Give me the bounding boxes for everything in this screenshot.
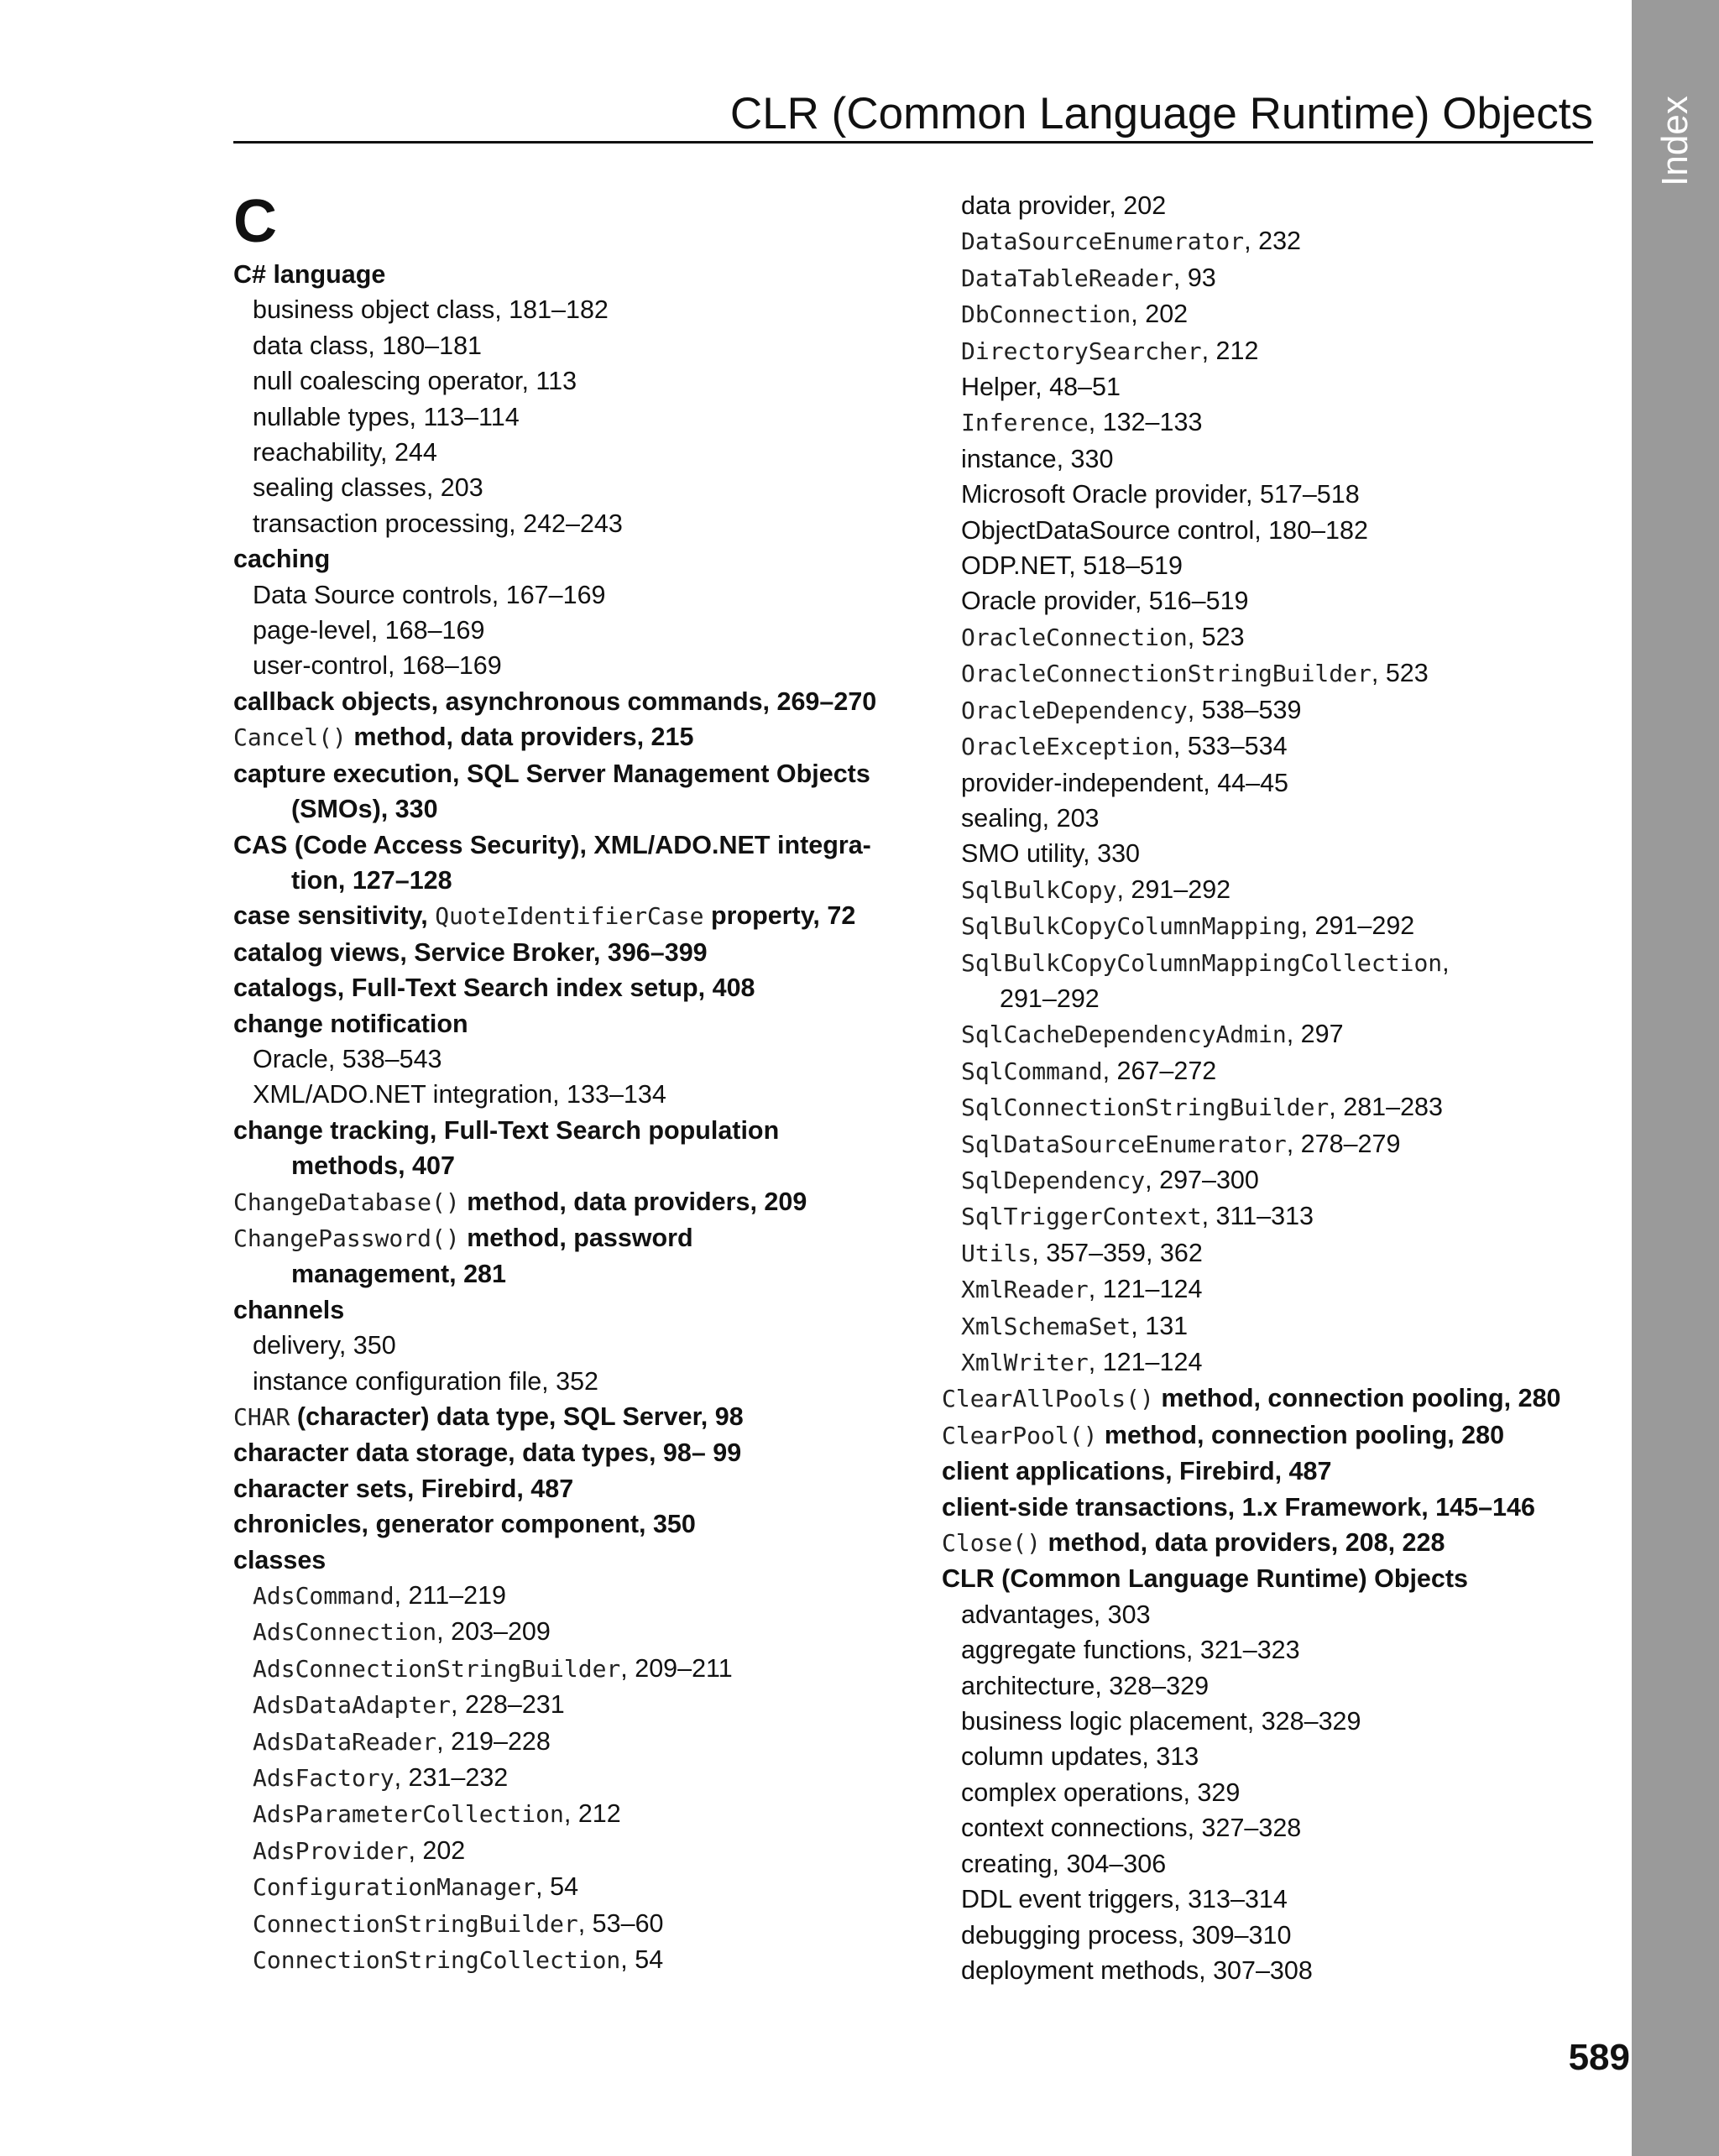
index-subentry <box>233 399 905 435</box>
entry-text: , 132–133 <box>1088 408 1203 437</box>
index-subentry <box>942 945 1613 981</box>
index-subentry <box>942 260 1613 296</box>
entry-text: , 538–539 <box>1187 695 1302 724</box>
entry-text: , 203–209 <box>436 1617 551 1647</box>
entry-text: Microsoft Oracle provider, 517–518 <box>961 480 1360 509</box>
entry-text: Helper, 48–51 <box>961 373 1121 402</box>
index-tab-label: Index <box>1654 96 1695 186</box>
entry-text: capture execution, SQL Server Management Objects <box>233 759 870 788</box>
entry-text: , 209–211 <box>620 1653 733 1683</box>
code-term: SqlBulkCopyColumnMapping <box>961 912 1301 941</box>
entry-text: Data Source controls, 167–169 <box>253 580 606 609</box>
code-term: ConnectionStringCollection <box>253 1946 621 1975</box>
index-subentry <box>233 577 905 613</box>
entry-text: callback objects, asynchronous commands, 269–270 <box>233 686 877 716</box>
entry-text: , 533–534 <box>1173 732 1288 761</box>
code-term: DirectorySearcher <box>961 337 1202 365</box>
entry-text: , 93 <box>1173 263 1216 292</box>
entry-text: , 54 <box>536 1872 579 1902</box>
entry-text: method, data providers, 215 <box>346 723 694 752</box>
entry-text: , 291–292 <box>1116 874 1231 904</box>
index-main-entry <box>233 756 905 791</box>
index-subentry <box>942 692 1613 728</box>
index-subentry <box>233 1796 905 1832</box>
entry-text: data class, 180–181 <box>253 331 483 360</box>
entry-text: method, data providers, 208, 228 <box>1041 1528 1445 1558</box>
index-subentry <box>942 655 1613 692</box>
index-subentry <box>942 728 1613 765</box>
code-term: AdsDataAdapter <box>253 1691 452 1720</box>
code-term: SqlCommand <box>961 1057 1103 1085</box>
code-term: ClearPool() <box>942 1421 1098 1449</box>
code-term: OracleException <box>961 733 1173 761</box>
code-term: OracleDependency <box>961 696 1188 724</box>
index-main-entry <box>233 1471 905 1506</box>
code-term: SqlCacheDependencyAdmin <box>961 1021 1287 1049</box>
index-subentry <box>233 1651 905 1687</box>
entry-text: advantages, 303 <box>961 1600 1151 1629</box>
index-subentry <box>233 1869 905 1905</box>
index-subentry <box>233 1148 905 1183</box>
index-subentry <box>942 1704 1613 1739</box>
code-term: AdsDataReader <box>253 1727 437 1756</box>
index-subentry <box>233 1833 905 1869</box>
index-subentry <box>942 1775 1613 1810</box>
entry-text: SMO utility, 330 <box>961 839 1141 869</box>
entry-text: method, connection pooling, 280 <box>1153 1384 1561 1413</box>
entry-text: Oracle provider, 516–519 <box>961 587 1249 616</box>
entry-text: , 281–283 <box>1329 1093 1443 1122</box>
entry-text: method, password <box>459 1223 693 1252</box>
index-subentry <box>233 1041 905 1077</box>
entry-text: , 231–232 <box>394 1763 509 1793</box>
index-main-entry <box>942 1525 1613 1561</box>
index-column-left <box>233 188 905 1979</box>
index-subentry <box>233 1077 905 1112</box>
index-subentry <box>942 801 1613 836</box>
entry-text: , 219–228 <box>436 1726 551 1756</box>
index-subentry <box>942 908 1613 944</box>
entry-text: reachability, 244 <box>253 438 437 467</box>
index-main-entry <box>942 1454 1613 1489</box>
index-subentry <box>942 1308 1613 1344</box>
entry-text: debugging process, 309–310 <box>961 1920 1292 1950</box>
index-column-right <box>942 188 1613 1988</box>
index-subentry <box>233 791 905 827</box>
index-main-entry <box>233 898 905 934</box>
index-subentry <box>942 1882 1613 1917</box>
entry-text: creating, 304–306 <box>961 1849 1167 1878</box>
index-main-entry <box>233 1184 905 1220</box>
entry-text: method, connection pooling, 280 <box>1097 1420 1505 1449</box>
code-term: XmlReader <box>961 1276 1089 1304</box>
index-subentry <box>233 328 905 363</box>
index-subentry <box>942 619 1613 655</box>
running-header-title: CLR (Common Language Runtime) Objects <box>729 89 1593 138</box>
index-main-entry <box>233 1113 905 1148</box>
entry-text: transaction processing, 242–243 <box>253 509 623 538</box>
index-subentry <box>942 1344 1613 1381</box>
index-subentry <box>942 765 1613 801</box>
entry-text: , 121–124 <box>1088 1348 1203 1376</box>
index-subentry <box>942 1668 1613 1704</box>
index-subentry <box>233 1687 905 1723</box>
index-subentry <box>942 836 1613 871</box>
index-subentry <box>942 1089 1613 1125</box>
entry-text: C# language <box>233 260 386 289</box>
index-subentry <box>233 435 905 470</box>
entry-text: client-side transactions, 1.x Framework, 145–146 <box>942 1492 1535 1522</box>
code-term: AdsParameterCollection <box>253 1800 564 1829</box>
entry-text: catalogs, Full-Text Search index setup, 408 <box>233 974 755 1003</box>
entry-text: , 291–292 <box>1300 911 1415 941</box>
entry-text: caching <box>233 545 331 574</box>
index-main-entry <box>233 970 905 1005</box>
index-subentry <box>233 863 905 898</box>
code-term: ClearAllPools() <box>942 1385 1154 1413</box>
code-term: ConnectionStringBuilder <box>253 1909 578 1938</box>
code-term: DbConnection <box>961 300 1131 329</box>
index-subentry <box>233 363 905 399</box>
index-main-entry <box>233 1435 905 1470</box>
code-term: SqlDataSourceEnumerator <box>961 1130 1287 1158</box>
index-main-entry <box>233 827 905 863</box>
entry-text: deployment methods, 307–308 <box>961 1955 1313 1985</box>
index-main-entry <box>233 684 905 719</box>
entry-text: , 211–219 <box>394 1581 507 1610</box>
entry-text: , 131 <box>1131 1311 1189 1340</box>
index-subentry <box>233 648 905 683</box>
code-term: AdsProvider <box>253 1836 409 1865</box>
index-subentry <box>942 981 1613 1016</box>
index-subentry <box>942 513 1613 548</box>
index-main-entry <box>233 541 905 577</box>
entry-text: chronicles, generator component, 350 <box>233 1510 696 1539</box>
entry-text: , 228–231 <box>451 1690 565 1720</box>
entry-text: column updates, 313 <box>961 1742 1199 1772</box>
entry-text: user-control, 168–169 <box>253 651 502 681</box>
entry-text: DDL event triggers, 313–314 <box>961 1885 1288 1914</box>
entry-text: management, 281 <box>291 1260 506 1289</box>
entry-text: , 523 <box>1187 622 1245 651</box>
index-subentry <box>942 1162 1613 1198</box>
index-main-entry <box>233 1006 905 1041</box>
index-subentry <box>942 1235 1613 1271</box>
code-term: ChangeDatabase() <box>233 1188 460 1216</box>
entry-text: character data storage, data types, 98– 99 <box>233 1438 742 1468</box>
code-term: CHAR <box>233 1403 290 1431</box>
index-subentry <box>942 872 1613 908</box>
entry-text: null coalescing operator, 113 <box>253 367 577 396</box>
code-term: OracleConnectionStringBuilder <box>961 660 1372 688</box>
index-main-entry <box>233 257 905 292</box>
index-subentry <box>942 1739 1613 1774</box>
index-main-entry <box>942 1490 1613 1525</box>
entry-text: (SMOs), 330 <box>291 795 438 824</box>
entry-text: XML/ADO.NET integration, 133–134 <box>253 1080 666 1109</box>
index-main-entry <box>942 1561 1613 1596</box>
entry-text: page-level, 168–169 <box>253 616 485 645</box>
code-term: XmlWriter <box>961 1349 1089 1376</box>
code-term: XmlSchemaSet <box>961 1312 1131 1340</box>
entry-text: CLR (Common Language Runtime) Objects <box>942 1564 1468 1594</box>
code-term: QuoteIdentifierCase <box>435 902 704 931</box>
index-subentry <box>942 1198 1613 1235</box>
code-term: AdsConnectionStringBuilder <box>253 1654 621 1683</box>
entry-text: , 278–279 <box>1286 1129 1401 1158</box>
entry-text: , 202 <box>408 1835 466 1865</box>
entry-text: CAS (Code Access Security), XML/ADO.NET integra- <box>233 830 871 859</box>
code-term: Cancel() <box>233 723 347 752</box>
index-subentry <box>233 292 905 327</box>
entry-text: , 202 <box>1131 300 1189 329</box>
code-term: DataTableReader <box>961 264 1173 292</box>
index-subentry <box>942 333 1613 369</box>
entry-text: , 232 <box>1244 227 1301 256</box>
entry-text: Oracle, 538–543 <box>253 1044 442 1073</box>
index-subentry <box>942 1053 1613 1089</box>
index-subentry <box>942 1597 1613 1632</box>
entry-text: method, data providers, 209 <box>459 1187 807 1216</box>
index-main-entry <box>233 1399 905 1435</box>
entry-text: change tracking, Full-Text Search population <box>233 1115 780 1145</box>
entry-text: context connections, 327–328 <box>961 1814 1302 1843</box>
code-term: ChangePassword() <box>233 1224 460 1252</box>
page-number: 589 <box>1568 2037 1630 2078</box>
entry-text: , 297 <box>1286 1020 1344 1049</box>
entry-text: aggregate functions, 321–323 <box>961 1636 1300 1665</box>
index-thumb-tab <box>1632 0 1719 2156</box>
index-subentry <box>942 1271 1613 1308</box>
index-main-entry <box>233 935 905 970</box>
code-term: Utils <box>961 1239 1032 1267</box>
entry-text: channels <box>233 1295 345 1324</box>
index-subentry <box>942 369 1613 405</box>
entry-text: provider-independent, 44–45 <box>961 768 1289 797</box>
index-main-entry <box>942 1381 1613 1417</box>
index-subentry <box>942 441 1613 477</box>
entry-text: , 53–60 <box>577 1908 664 1938</box>
code-term: AdsFactory <box>253 1764 394 1793</box>
code-term: SqlBulkCopyColumnMappingCollection <box>961 948 1443 977</box>
index-main-entry <box>942 1417 1613 1454</box>
index-subentry <box>942 477 1613 512</box>
index-subentry <box>233 1906 905 1942</box>
entry-text: methods, 407 <box>291 1151 455 1181</box>
index-subentry <box>942 1632 1613 1668</box>
index-subentry <box>942 1810 1613 1845</box>
entry-text: delivery, 350 <box>253 1331 396 1360</box>
entry-text: instance, 330 <box>961 444 1114 473</box>
entry-text: , 54 <box>620 1945 664 1975</box>
entry-text: classes <box>233 1545 327 1574</box>
entry-text: , 311–313 <box>1201 1202 1314 1231</box>
index-subentry <box>233 1724 905 1760</box>
index-subentry <box>233 1578 905 1614</box>
index-subentry <box>942 188 1613 223</box>
entry-text: , 357–359, 362 <box>1032 1238 1203 1267</box>
entry-text: case sensitivity, <box>233 901 436 931</box>
index-subentry <box>942 583 1613 619</box>
index-subentry <box>942 1126 1613 1162</box>
code-term: AdsCommand <box>253 1582 394 1610</box>
index-subentry <box>233 470 905 505</box>
entry-text: sealing classes, 203 <box>253 473 483 503</box>
index-subentry <box>233 1328 905 1363</box>
entry-text: instance configuration file, 352 <box>253 1366 599 1396</box>
index-subentry <box>233 1256 905 1292</box>
entry-text: , 297–300 <box>1145 1165 1259 1194</box>
entry-text: client applications, Firebird, 487 <box>942 1457 1332 1486</box>
code-term: SqlConnectionStringBuilder <box>961 1094 1330 1122</box>
entry-text: complex operations, 329 <box>961 1778 1241 1807</box>
entry-text: 291–292 <box>1000 984 1100 1013</box>
entry-text: , 212 <box>1201 336 1259 365</box>
entry-text: architecture, 328–329 <box>961 1671 1210 1700</box>
index-subentry <box>942 1918 1613 1953</box>
index-subentry <box>942 405 1613 441</box>
index-subentry <box>942 1953 1613 1988</box>
index-subentry <box>233 1760 905 1796</box>
section-letter: C <box>233 188 277 255</box>
entry-text: business logic placement, 328–329 <box>961 1707 1361 1736</box>
code-term: Close() <box>942 1529 1042 1558</box>
entry-text: (character) data type, SQL Server, 98 <box>290 1402 744 1431</box>
code-term: SqlTriggerContext <box>961 1203 1202 1231</box>
entry-text: ODP.NET, 518–519 <box>961 551 1183 581</box>
code-term: DataSourceEnumerator <box>961 227 1245 256</box>
index-subentry <box>233 1614 905 1650</box>
entry-text: character sets, Firebird, 487 <box>233 1474 574 1503</box>
entry-text: , 267–272 <box>1102 1056 1217 1085</box>
code-term: AdsConnection <box>253 1618 437 1647</box>
entry-text: , 212 <box>563 1799 621 1829</box>
entry-text: , <box>1442 947 1450 977</box>
index-main-entry <box>233 1543 905 1578</box>
index-subentry <box>233 1364 905 1399</box>
index-subentry <box>942 548 1613 583</box>
index-subentry <box>942 296 1613 332</box>
running-header <box>233 87 1593 144</box>
code-term: SqlDependency <box>961 1166 1146 1194</box>
code-term: SqlBulkCopy <box>961 875 1117 904</box>
entry-text: data provider, 202 <box>961 191 1167 220</box>
entry-text: business object class, 181–182 <box>253 295 609 325</box>
index-main-entry <box>233 1220 905 1256</box>
entry-text: sealing, 203 <box>961 803 1100 833</box>
entry-text: change notification <box>233 1009 468 1038</box>
entry-text: , 121–124 <box>1088 1275 1203 1304</box>
index-subentry <box>942 223 1613 259</box>
index-main-entry <box>233 719 905 755</box>
entry-text: property, 72 <box>703 901 856 931</box>
code-term: OracleConnection <box>961 623 1188 651</box>
entry-text: ObjectDataSource control, 180–182 <box>961 515 1368 545</box>
index-main-entry <box>233 1292 905 1328</box>
entry-text: catalog views, Service Broker, 396–399 <box>233 937 708 967</box>
code-term: Inference <box>961 409 1089 437</box>
index-main-entry <box>233 1506 905 1542</box>
index-subentry <box>942 1016 1613 1052</box>
index-subentry <box>233 506 905 541</box>
entry-text: , 523 <box>1371 659 1429 688</box>
entry-text: nullable types, 113–114 <box>253 402 520 431</box>
code-term: ConfigurationManager <box>253 1873 536 1902</box>
entry-text: tion, 127–128 <box>291 865 452 895</box>
index-subentry <box>233 613 905 648</box>
index-subentry <box>942 1846 1613 1882</box>
index-subentry <box>233 1942 905 1978</box>
